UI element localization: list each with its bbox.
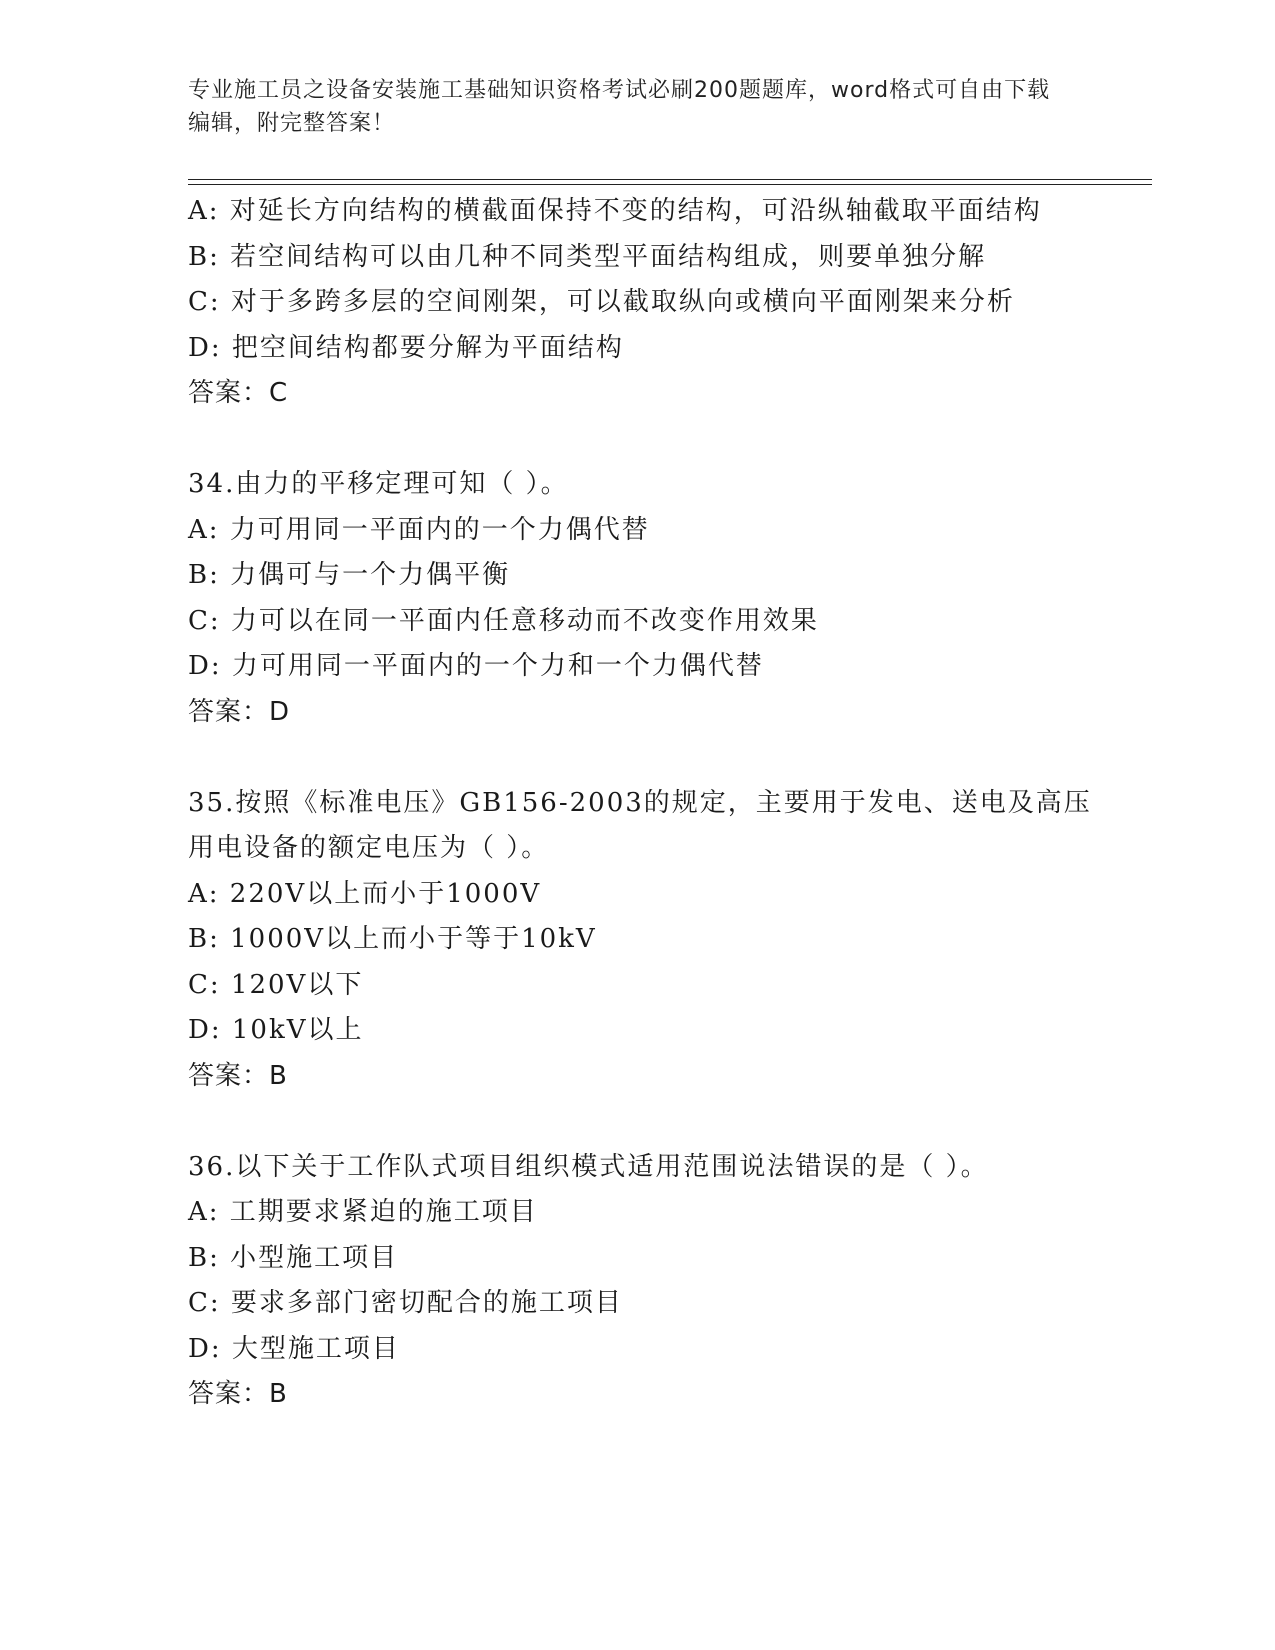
- option-a: A: 220V以上而小于1000V: [188, 878, 542, 909]
- spacer: [188, 1099, 1148, 1145]
- spacer: [188, 417, 1148, 463]
- spacer: [188, 735, 1148, 781]
- option-d: D: 把空间结构都要分解为平面结构: [188, 332, 624, 363]
- question-stem: 36.以下关于工作队式项目组织模式适用范围说法错误的是（ ）。: [188, 1151, 989, 1182]
- question-stem-continued: 用电设备的额定电压为（ ）。: [188, 833, 550, 863]
- question-stem: 34.由力的平移定理可知（ ）。: [188, 469, 569, 499]
- answer: 答案：B: [188, 1060, 288, 1091]
- answer: 答案：D: [188, 696, 291, 727]
- option-b: B: 小型施工项目: [188, 1242, 399, 1273]
- option-a: A: 对延长方向结构的横截面保持不变的结构，可沿纵轴截取平面结构: [188, 196, 1042, 226]
- option-c: C: 对于多跨多层的空间刚架，可以截取纵向或横向平面刚架来分析: [188, 287, 1015, 317]
- question-36: [188, 1145, 1148, 1418]
- option-a: A: 力可用同一平面内的一个力偶代替: [188, 514, 650, 545]
- option-c: C: 力可以在同一平面内任意移动而不改变作用效果: [188, 605, 819, 636]
- option-d: D: 力可用同一平面内的一个力和一个力偶代替: [188, 651, 764, 681]
- header-rule-top: [188, 179, 1152, 180]
- option-c: C: 要求多部门密切配合的施工项目: [188, 1288, 623, 1318]
- option-c: C: 120V以下: [188, 969, 364, 1000]
- document-intro: 专业施工员之设备安装施工基础知识资格考试必刷200题题库，word格式可自由下载编辑，附完整答案！: [188, 78, 1051, 136]
- answer: 答案：B: [188, 1379, 288, 1409]
- option-b: B: 若空间结构可以由几种不同类型平面结构组成，则要单独分解: [188, 241, 987, 272]
- header-rule-bottom: [188, 184, 1152, 185]
- question-34: [188, 462, 1148, 735]
- question-35: [188, 781, 1148, 1100]
- option-b: B: 1000V以上而小于等于10kV: [188, 924, 597, 954]
- option-b: B: 力偶可与一个力偶平衡: [188, 560, 511, 590]
- option-d: D: 10kV以上: [188, 1015, 364, 1045]
- answer: 答案：C: [188, 378, 289, 408]
- option-d: D: 大型施工项目: [188, 1333, 400, 1364]
- option-a: A: 工期要求紧迫的施工项目: [188, 1197, 538, 1227]
- question-stem: 35.按照《标准电压》GB156-2003的规定，主要用于发电、送电及高压: [188, 787, 1092, 818]
- question-33-partial: [188, 189, 1148, 417]
- question-list: [188, 189, 1148, 1418]
